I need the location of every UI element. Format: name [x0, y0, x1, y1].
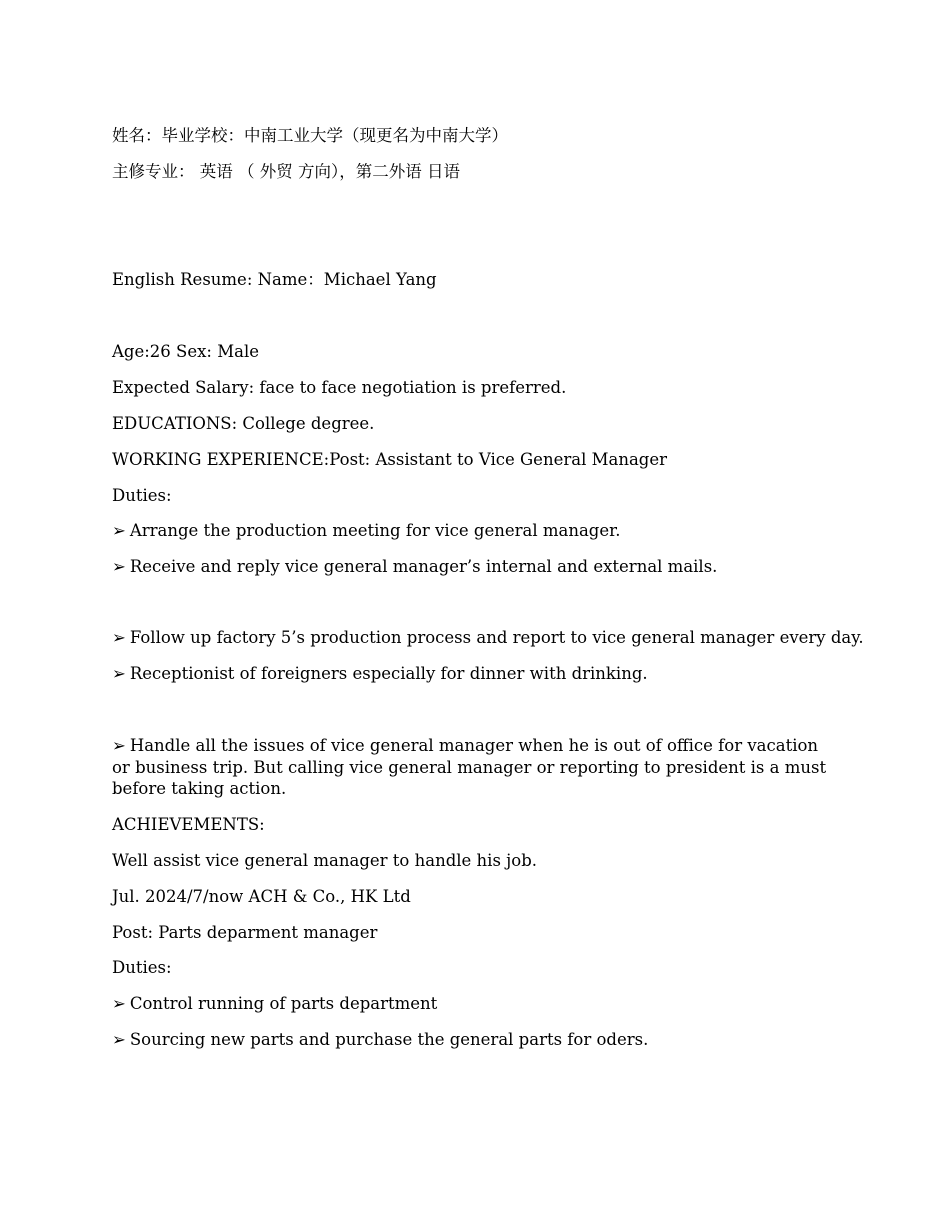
resume-title: English Resume: Name：Michael Yang	[112, 270, 437, 289]
expected-salary: Expected Salary: face to face negotiation is preferred.	[112, 378, 567, 397]
bullet-arrow-icon: ➢	[112, 994, 126, 1013]
duty-text: Control running of parts department	[129, 994, 438, 1013]
age-sex: Age:26 Sex: Male	[112, 342, 259, 361]
duty-item	[112, 993, 437, 1015]
duty-item	[112, 520, 620, 542]
cn-major: 主修专业： 英语 （ 外贸 方向），第二外语 日语	[112, 162, 460, 181]
job2-post: Post: Parts deparment manager	[112, 923, 378, 942]
duty-item	[112, 663, 648, 685]
duty-text: Follow up factory 5’s production process and report to vice general manager every day.	[129, 628, 864, 647]
duty-item	[112, 735, 827, 800]
bullet-arrow-icon: ➢	[112, 664, 126, 683]
achievements-text: Well assist vice general manager to handle his job.	[112, 851, 538, 870]
bullet-arrow-icon: ➢	[112, 628, 126, 647]
education: EDUCATIONS: College degree.	[112, 414, 375, 433]
bullet-arrow-icon: ➢	[112, 1030, 126, 1049]
duty-text: Arrange the production meeting for vice general manager.	[129, 521, 621, 540]
bullet-arrow-icon: ➢	[112, 736, 126, 755]
achievements-label: ACHIEVEMENTS:	[112, 815, 265, 834]
duties-label: Duties:	[112, 958, 172, 977]
job2-date-company: Jul. 2024/7/now ACH & Co., HK Ltd	[112, 887, 411, 906]
duty-text: Sourcing new parts and purchase the general parts for oders.	[129, 1030, 649, 1049]
duties-label: Duties:	[112, 486, 172, 505]
bullet-arrow-icon: ➢	[112, 557, 126, 576]
duty-item	[112, 627, 864, 649]
cn-name-school: 姓名：毕业学校：中南工业大学（现更名为中南大学）	[112, 126, 508, 145]
duty-item	[112, 1029, 648, 1051]
duty-text: Receive and reply vice general manager’s internal and external mails.	[129, 557, 718, 576]
duty-text: Receptionist of foreigners especially for dinner with drinking.	[129, 664, 648, 683]
duty-text: Handle all the issues of vice general manager when he is out of office for vacation or business trip. But calling vice general manager or reporting to president is a must before taking action.	[112, 736, 827, 798]
duty-item	[112, 556, 717, 578]
bullet-arrow-icon: ➢	[112, 521, 126, 540]
working-experience: WORKING EXPERIENCE:Post: Assistant to Vice General Manager	[112, 450, 667, 469]
